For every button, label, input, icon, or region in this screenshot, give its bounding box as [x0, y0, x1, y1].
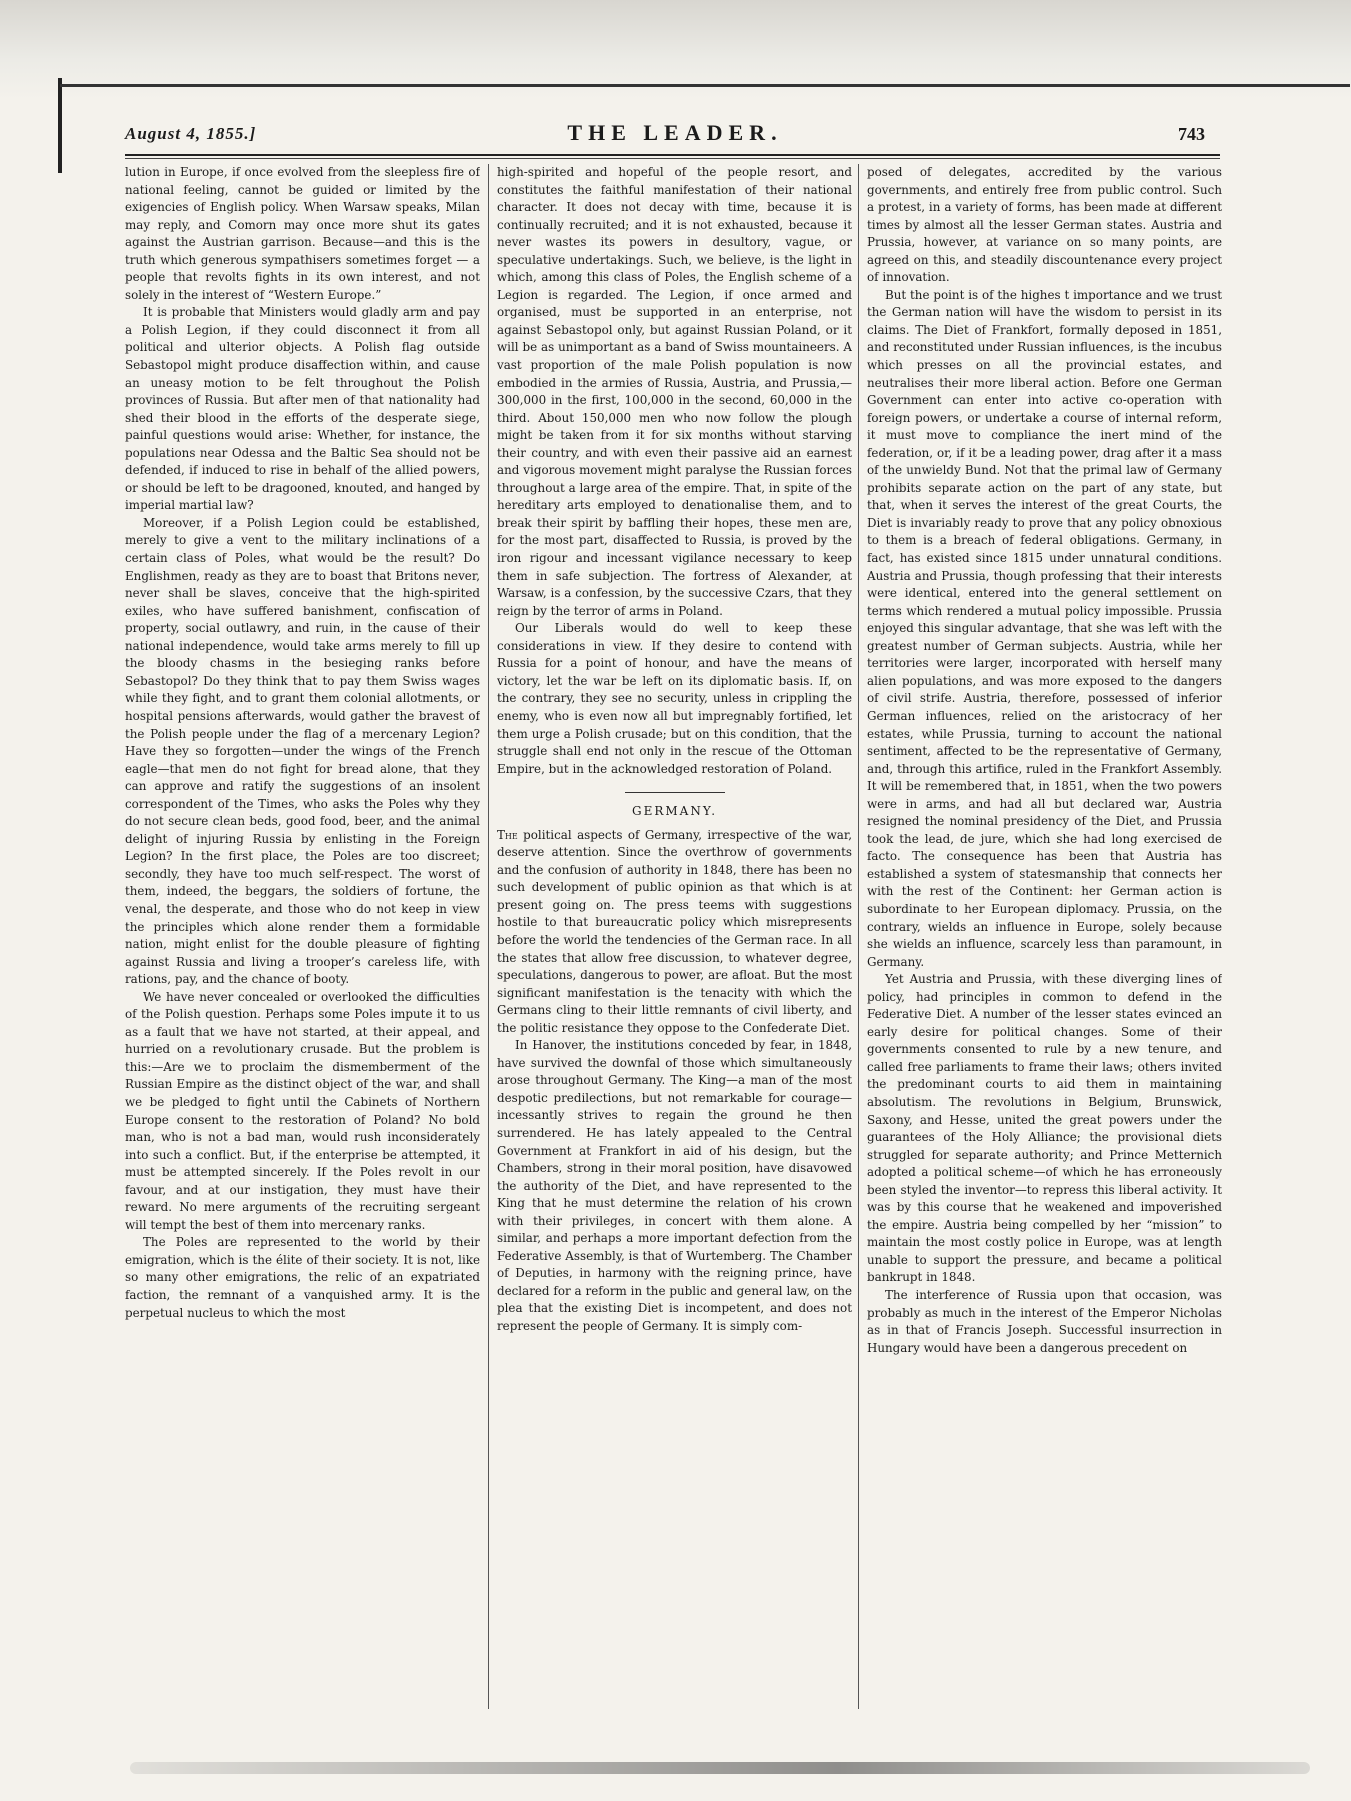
header-rule — [125, 154, 1220, 156]
header-rule-thin — [125, 158, 1220, 159]
paragraph: The Poles are represented to the world by their emigration, which is the élite of their society. It is not, like so many other emigrations, the relic of an expatriated faction, the remnant of a vanquished army. It is the perpetual nucleus to which the most — [125, 1235, 480, 1320]
paragraph: Our Liberals would do well to keep these considerations in view. If they desire to contend with Russia for a point of honour, and have the means of victory, let the war be left on its diplomatic basis. If, on the contrary, they see no security, unless in crippling the enemy, who is even now all but impregnably fortified, let them urge a Polish crusade; but on this condition, that the struggle shall end not only in the rescue of the Ottoman Empire, but in the acknowledged restoration of Poland. — [497, 621, 852, 776]
paragraph: lution in Europe, if once evolved from the sleepless fire of national feeling, cannot be guided or limited by the exigencies of English policy. When Warsaw speaks, Milan may reply, and Comorn may once more shut its gates against the Austrian garrison. Because—and this is the truth which generous sympathisers sometimes forget — a people that revolts fights in its own interest, and not solely in the interest of “Western Europe.” — [125, 165, 480, 302]
page-number: 743 — [1178, 124, 1205, 144]
issue-date: August 4, 1855.] — [125, 124, 257, 143]
paragraph: posed of delegates, accredited by the various governments, and entirely free from public control. Such a protest, in a variety of forms, has been made at different times by almost all the lesser German states. Austria and Prussia, however, at variance on so many points, are agreed on this, and steadily discountenance every project of innovation. — [867, 165, 1222, 285]
paragraph: It is probable that Ministers would gladly arm and pay a Polish Legion, if they could disconnect it from all political and ulterior objects. A Polish flag outside Sebastopol might produce disaffection within, and cause an uneasy motion to be felt throughout the Polish provinces of Russia. But after men of that nationality had shed their blood in the efforts of the desperate siege, painful questions would arise: Whether, for instance, the populations near Odessa and the Baltic Sea should not be defended, if induced to rise in behalf of the allied powers, or should be left to be dragooned, knouted, and hanged by imperial martial law? — [125, 305, 480, 513]
column-2 — [497, 164, 852, 1709]
lead-word: The — [497, 827, 518, 842]
paragraph: Yet Austria and Prussia, with these diverging lines of policy, had principles in common to defend in the Federative Diet. A number of the lesser states evinced an early desire for political changes. Some of their governments consented to rule by a new tenure, and called free parliaments to frame their laws; others invited the predominant courts to aid them in maintaining absolutism. The revolutions in Belgium, Brunswick, Saxony, and Hesse, united the great powers under the guarantees of the Holy Alliance; the provisional diets struggled for separate authority; and Prince Metternich adopted a political scheme—of which he has erroneously been styled the inventor—to repress this liberal activity. It was by this course that he weakened and impoverished the empire. Austria being compelled by her “mission” to maintain the most costly police in Europe, was at length unable to support the pressure, and became a political bankrupt in 1848. — [867, 972, 1222, 1285]
paragraph: But the point is of the highes t importance and we trust the German nation will have the wisdom to persist in its claims. The Diet of Frankfort, formally deposed in 1851, and reconstituted under Russian influences, is the incubus which presses on all the provincial estates, and neutralises their more liberal action. Before one German Government can enter into active co-operation with foreign powers, or undertake a course of internal reform, it must move to compliance the inert mind of the federation, or, if it be a leading power, drag after it a mass of the unwieldy Bund. Not that the primal law of Germany prohibits separate action on the part of any state, but that, when it serves the interest of the great Courts, the Diet is invariably ready to prove that any policy obnoxious to them is a breach of federal obligations. Germany, in fact, has existed since 1815 under unnatural conditions. Austria and Prussia, though professing that their interests were identical, entered into the general settlement on terms which rendered a mutual policy impossible. Prussia enjoyed this singular advantage, that she was left with the greatest number of German subjects. Austria, while her territories were larger, incorporated with herself many alien populations, and was more exposed to the dangers of civil strife. Austria, therefore, possessed of inferior German influences, relied on the aristocracy of her estates, while Prussia, turning to account the national sentiment, affected to be the representative of Germany, and, through this artifice, ruled in the Frankfort Assembly. It will be remembered that, in 1851, when the two powers were in arms, and had all but declared war, Austria resigned the nominal presidency of the Diet, and Prussia took the lead, de jure, which she had long exercised de facto. The consequence has been that Austria has established a system of statesmanship that connects her with the rest of the Continent: her German action is subordinate to her European diplomacy. Prussia, on the contrary, wields an influence in Europe, solely because she wields an influence, scarcely less than paramount, in Germany. — [867, 287, 1222, 969]
paragraph — [497, 827, 852, 1038]
paragraph: high-spirited and hopeful of the people resort, and constitutes the faithful manifestation of their national character. It does not decay with time, because it is continually recruited; and it is not exhausted, because it never wastes its powers in desultory, vague, or speculative undertakings. Such, we believe, is the light in which, among this class of Poles, the English scheme of a Legion is regarded. The Legion, if once armed and organised, must be supported in an enterprise, not against Sebastopol only, but against Russian Poland, or it will be as unimportant as a band of Swiss mountaineers. A vast proportion of the male Polish population is now embodied in the armies of Russia, Austria, and Prussia,—300,000 in the first, 100,000 in the second, 60,000 in the third. About 150,000 men who now follow the plough might be taken from it for six months without starving their country, and with even their passive aid an earnest and vigorous movement might paralyse the Russian forces throughout a large area of the empire. That, in spite of the hereditary arts employed to denationalise them, and to break their spirit by baffling their hopes, these men are, for the most part, disaffected to Russia, is proved by the iron rigour and incessant vigilance necessary to keep them in safe subjection. The fortress of Alexander, at Warsaw, is a confession, by the successive Czars, that they reign by the terror of arms in Poland. — [497, 165, 852, 618]
column-divider-2 — [858, 164, 859, 1709]
column-3 — [867, 164, 1222, 1709]
paragraph: We have never concealed or overlooked the difficulties of the Polish question. Perhaps some Poles impute it to us as a fault that we have not started, at their appeal, and hurried on a revolutionary crusade. But the problem is this:—Are we to proclaim the dismemberment of the Russian Empire as the distinct object of the war, and shall we be pledged to fight until the Cabinets of Northern Europe consent to the restoration of Poland? No bold man, who is not a bad man, would rush inconsiderately into such a conflict. But, if the enterprise be attempted, it must be attempted sincerely. If the Poles revolt in our favour, and at our instigation, they must have their reward. No mere arguments of the recruiting sergeant will tempt the best of them into mercenary ranks. — [125, 989, 480, 1232]
paragraph: Moreover, if a Polish Legion could be established, merely to give a vent to the military inclinations of a certain class of Poles, what would be the result? Do Englishmen, ready as they are to boast that Britons never, never shall be slaves, conceive that the high-spirited exiles, who have suffered banishment, confiscation of property, social outlawry, and ruin, in the cause of their national independence, would take arms merely to fill up the bloody chasms in the besieging ranks before Sebastopol? Do they think that to pay them Swiss wages while they fight, and to grant them colonial allotments, or hospital pensions afterwards, would gather the bravest of the Polish people under the flag of a mercenary Legion? Have they so forgotten—under the wings of the French eagle—that men do not fight for bread alone, that they can approve and ratify the suggestions of an insolent correspondent of the Times, who asks the Poles why they do not secure clean beds, good food, beer, and the animal delight of injuring Russia by enlisting in the Foreign Legion? In the first place, the Poles are too discreet; secondly, they have too much self-respect. The worst of them, indeed, the beggars, the soldiers of fortune, the venal, the desperate, and those who do not keep in view the principles which alone render them a formidable nation, might enlist for the double pleasure of fighting against Russia and living a trooper’s careless life, with rations, pay, and the chance of booty. — [125, 515, 480, 987]
paragraph: In Hanover, the institutions conceded by fear, in 1848, have survived the downfal of those which simultaneously arose throughout Germany. The King—a man of the most despotic predilections, but not remarkable for courage—incessantly strives to regain the ground he then surrendered. He has lately appealed to the Central Government at Frankfort in aid of his design, but the Chambers, strong in their moral position, have disavowed the authority of the Diet, and have represented to the King that he must determine the relation of his crown with their privileges, in concert with them alone. A similar, and perhaps a more important defection from the Federative Assembly, is that of Wurtemberg. The Chamber of Deputies, in harmony with the reigning prince, have declared for a reform in the public and general law, on the plea that the existing Diet is incompetent, and does not represent the people of Germany. It is simply com- — [497, 1038, 852, 1333]
scan-smudge — [130, 1762, 1310, 1774]
masthead: THE LEADER. — [567, 120, 783, 145]
section-rule — [625, 792, 725, 793]
paragraph: The interference of Russia upon that occasion, was probably as much in the interest of the Emperor Nicholas as in that of Francis Joseph. Successful insurrection in Hungary would have been a dangerous precedent on — [867, 1288, 1222, 1355]
top-rule — [60, 84, 1350, 87]
column-divider-1 — [488, 164, 489, 1709]
paragraph-text: political aspects of Germany, irrespective of the war, deserve attention. Since the overthrow of governments and the confusion of authority in 1848, there has been no such development of public opinion as that which is at present going on. The press teems with suggestions hostile to that bureaucratic policy which misrepresents before the world the tendencies of the German race. In all the states that allow free discussion, to whatever degree, speculations, dangerous to power, are afloat. But the most significant manifestation is the tenacity with which the Germans cling to their little remnants of civil liberty, and the politic resistance they oppose to the Confederate Diet. — [497, 827, 852, 1035]
column-1 — [125, 164, 480, 1709]
page-header — [125, 120, 1225, 150]
section-title-germany: GERMANY. — [631, 804, 718, 819]
page-left-border — [58, 78, 62, 173]
